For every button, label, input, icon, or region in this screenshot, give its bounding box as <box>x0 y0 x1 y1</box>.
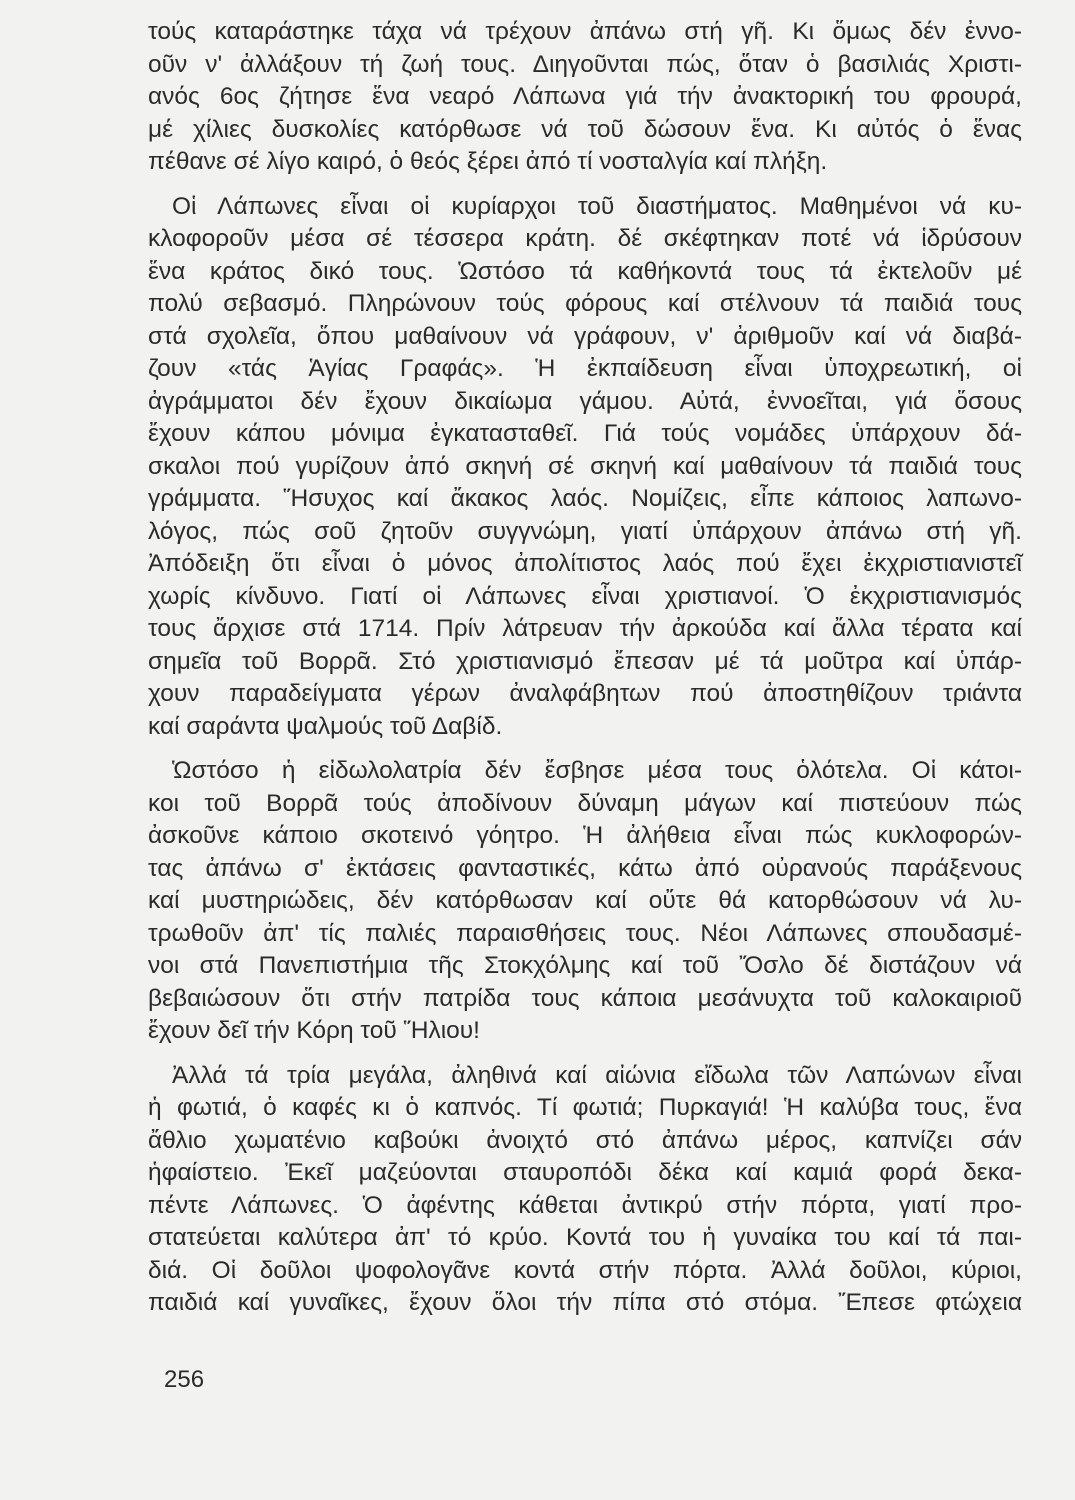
text-line: καί μυστηριώδεις, δέν κατόρθωσαν καί οὔτε θά κατορθώσουν νά λυ- <box>148 887 1022 914</box>
text-line: ἡφαίστειο. Ἐκεῖ μαζεύονται σταυροπόδι δέκα καί καμιά φορά δεκα- <box>148 1159 1022 1186</box>
text-line: ἔχουν δεῖ τήν Κόρη τοῦ Ἥλιου! <box>148 1017 480 1044</box>
text-line: στατεύεται καλύτερα ἀπ' τό κρύο. Κοντά του ἡ γυναίκα του καί τά παι- <box>148 1224 1022 1251</box>
text-line: Ἀπόδειξη ὅτι εἶναι ὁ μόνος ἀπολίτιστος λαός πού ἔχει ἐκχριστιανιστεῖ <box>148 550 1022 577</box>
text-line: στά σχολεῖα, ὅπου μαθαίνουν νά γράφουν, ν' ἀριθμοῦν καί νά διαβά- <box>148 322 1022 350</box>
text-line: ἀσκοῦνε κάποιο σκοτεινό γόητρο. Ἡ ἀλήθεια εἶναι πώς κυκλοφορών- <box>148 822 1022 849</box>
paragraph <box>148 16 1022 179</box>
text-line: σκαλοι πού γυρίζουν ἀπό σκηνή σέ σκηνή καί μαθαίνουν τά παιδιά τους <box>148 452 1022 480</box>
text-line: καί σαράντα ψαλμούς τοῦ Δαβίδ. <box>148 712 503 740</box>
text-line: ἡ φωτιά, ὁ καφές κι ὁ καπνός. Τί φωτιά; Πυρκαγιά! Ἡ καλύβα τους, ἕνα <box>148 1094 1022 1121</box>
paragraph <box>148 191 1022 744</box>
text-line: πέθανε σέ λίγο καιρό, ὁ θεός ξέρει ἀπό τί νοσταλγία καί πλήξη. <box>148 148 828 175</box>
text-line: τους ἄρχισε στά 1714. Πρίν λάτρευαν τήν ἀρκούδα καί ἄλλα τέρατα καί <box>148 615 1022 642</box>
text-line: μέ χίλιες δυσκολίες κατόρθωσε νά τοῦ δώσουν ἕνα. Κι αὐτός ὁ ἕνας <box>148 115 1022 143</box>
text-line: τρωθοῦν ἀπ' τίς παλιές παραισθήσεις τους. Νέοι Λάπωνες σπουδασμέ- <box>148 919 1022 947</box>
paragraph <box>148 1060 1022 1320</box>
text-line: ἔχουν κάπου μόνιμα ἐγκατασταθεῖ. Γιά τούς νομάδες ὑπάρχουν δά- <box>148 420 1022 447</box>
text-line: ανός 6ος ζήτησε ἕνα νεαρό Λάπωνα γιά τήν ἀνακτορική του φρουρά, <box>148 83 1022 110</box>
text-line: ζουν «τάς Ἁγίας Γραφάς». Ἡ ἐκπαίδευση εἶναι ὑποχρεωτική, οἱ <box>148 355 1022 382</box>
text-line: πέντε Λάπωνες. Ὁ ἀφέντης κάθεται ἀντικρύ στήν πόρτα, γιατί προ- <box>148 1191 1022 1219</box>
text-line: ἕνα κράτος δικό τους. Ὡστόσο τά καθήκοντά τους τά ἐκτελοῦν μέ <box>148 257 1022 285</box>
text-line: χωρίς κίνδυνο. Γιατί οἱ Λάπωνες εἶναι χριστιανοί. Ὁ ἐκχριστιανισμός <box>148 582 1022 610</box>
text-line: βεβαιώσουν ὅτι στήν πατρίδα τους κάποια μεσάνυχτα τοῦ καλοκαιριοῦ <box>148 984 1022 1012</box>
text-line: διά. Οἱ δοῦλοι ψοφολογᾶνε κοντά στήν πόρτα. Ἀλλά δοῦλοι, κύριοι, <box>148 1256 1022 1284</box>
text-line: παιδιά καί γυναῖκες, ἔχουν ὅλοι τήν πίπα στό στόμα. Ἔπεσε φτώχεια <box>148 1289 1022 1316</box>
text-line: χουν παραδείγματα γέρων ἀναλφάβητων πού ἀποστηθίζουν τριάντα <box>148 680 1022 707</box>
text-line: ἄθλιο χωματένιο καβούκι ἀνοιχτό στό ἀπάνω μέρος, καπνίζει σάν <box>148 1126 1022 1154</box>
paragraph <box>148 755 1022 1048</box>
text-line: Ἀλλά τά τρία μεγάλα, ἀληθινά καί αἰώνια εἴδωλα τῶν Λαπώνων εἶναι <box>172 1061 1022 1089</box>
text-line: τας ἀπάνω σ' ἐκτάσεις φανταστικές, κάτω ἀπό οὐρανούς παράξενους <box>148 854 1022 882</box>
text-line: τούς καταράστηκε τάχα νά τρέχουν ἀπάνω στή γῆ. Κι ὅμως δέν ἐννο- <box>148 18 1022 45</box>
text-line: Ὡστόσο ἡ εἰδωλολατρία δέν ἔσβησε μέσα τους ὁλότελα. Οἱ κάτοι- <box>172 757 1022 784</box>
text-line: νοι στά Πανεπιστήμια τῆς Στοκχόλμης καί τοῦ Ὄσλο δέ διστάζουν νά <box>148 952 1022 979</box>
text-line: λόγος, πώς σοῦ ζητοῦν συγγνώμη, γιατί ὑπάρχουν ἀπάνω στή γῆ. <box>148 517 1022 545</box>
text-line: κλοφοροῦν μέσα σέ τέσσερα κράτη. δέ σκέφτηκαν ποτέ νά ἱδρύσουν <box>148 225 1022 252</box>
text-line: ἀγράμματοι δέν ἔχουν δικαίωμα γάμου. Αὐτά, ἐννοεῖται, γιά ὅσους <box>148 387 1022 415</box>
text-line: σημεῖα τοῦ Βορρᾶ. Στό χριστιανισμό ἔπεσαν μέ τά μοῦτρα καί ὑπάρ- <box>148 647 1022 675</box>
text-line: κοι τοῦ Βορρᾶ τούς ἀποδίνουν δύναμη μάγων καί πιστεύουν πώς <box>148 789 1022 817</box>
text-line: Οἱ Λάπωνες εἶναι οἱ κυρίαρχοι τοῦ διαστήματος. Μαθημένοι νά κυ- <box>172 192 1022 220</box>
text-line: οῦν ν' ἀλλάξουν τή ζωή τους. Διηγοῦνται πώς, ὅταν ὁ βασιλιάς Χριστι- <box>148 50 1022 78</box>
page-number: 256 <box>164 1366 205 1393</box>
page-body-text <box>148 16 1022 1320</box>
text-line: πολύ σεβασμό. Πληρώνουν τούς φόρους καί στέλνουν τά παιδιά τους <box>148 290 1022 317</box>
text-line: γράμματα. Ἥσυχος καί ἄκακος λαός. Νομίζεις, εἶπε κάποιος λαπωνο- <box>148 485 1022 512</box>
